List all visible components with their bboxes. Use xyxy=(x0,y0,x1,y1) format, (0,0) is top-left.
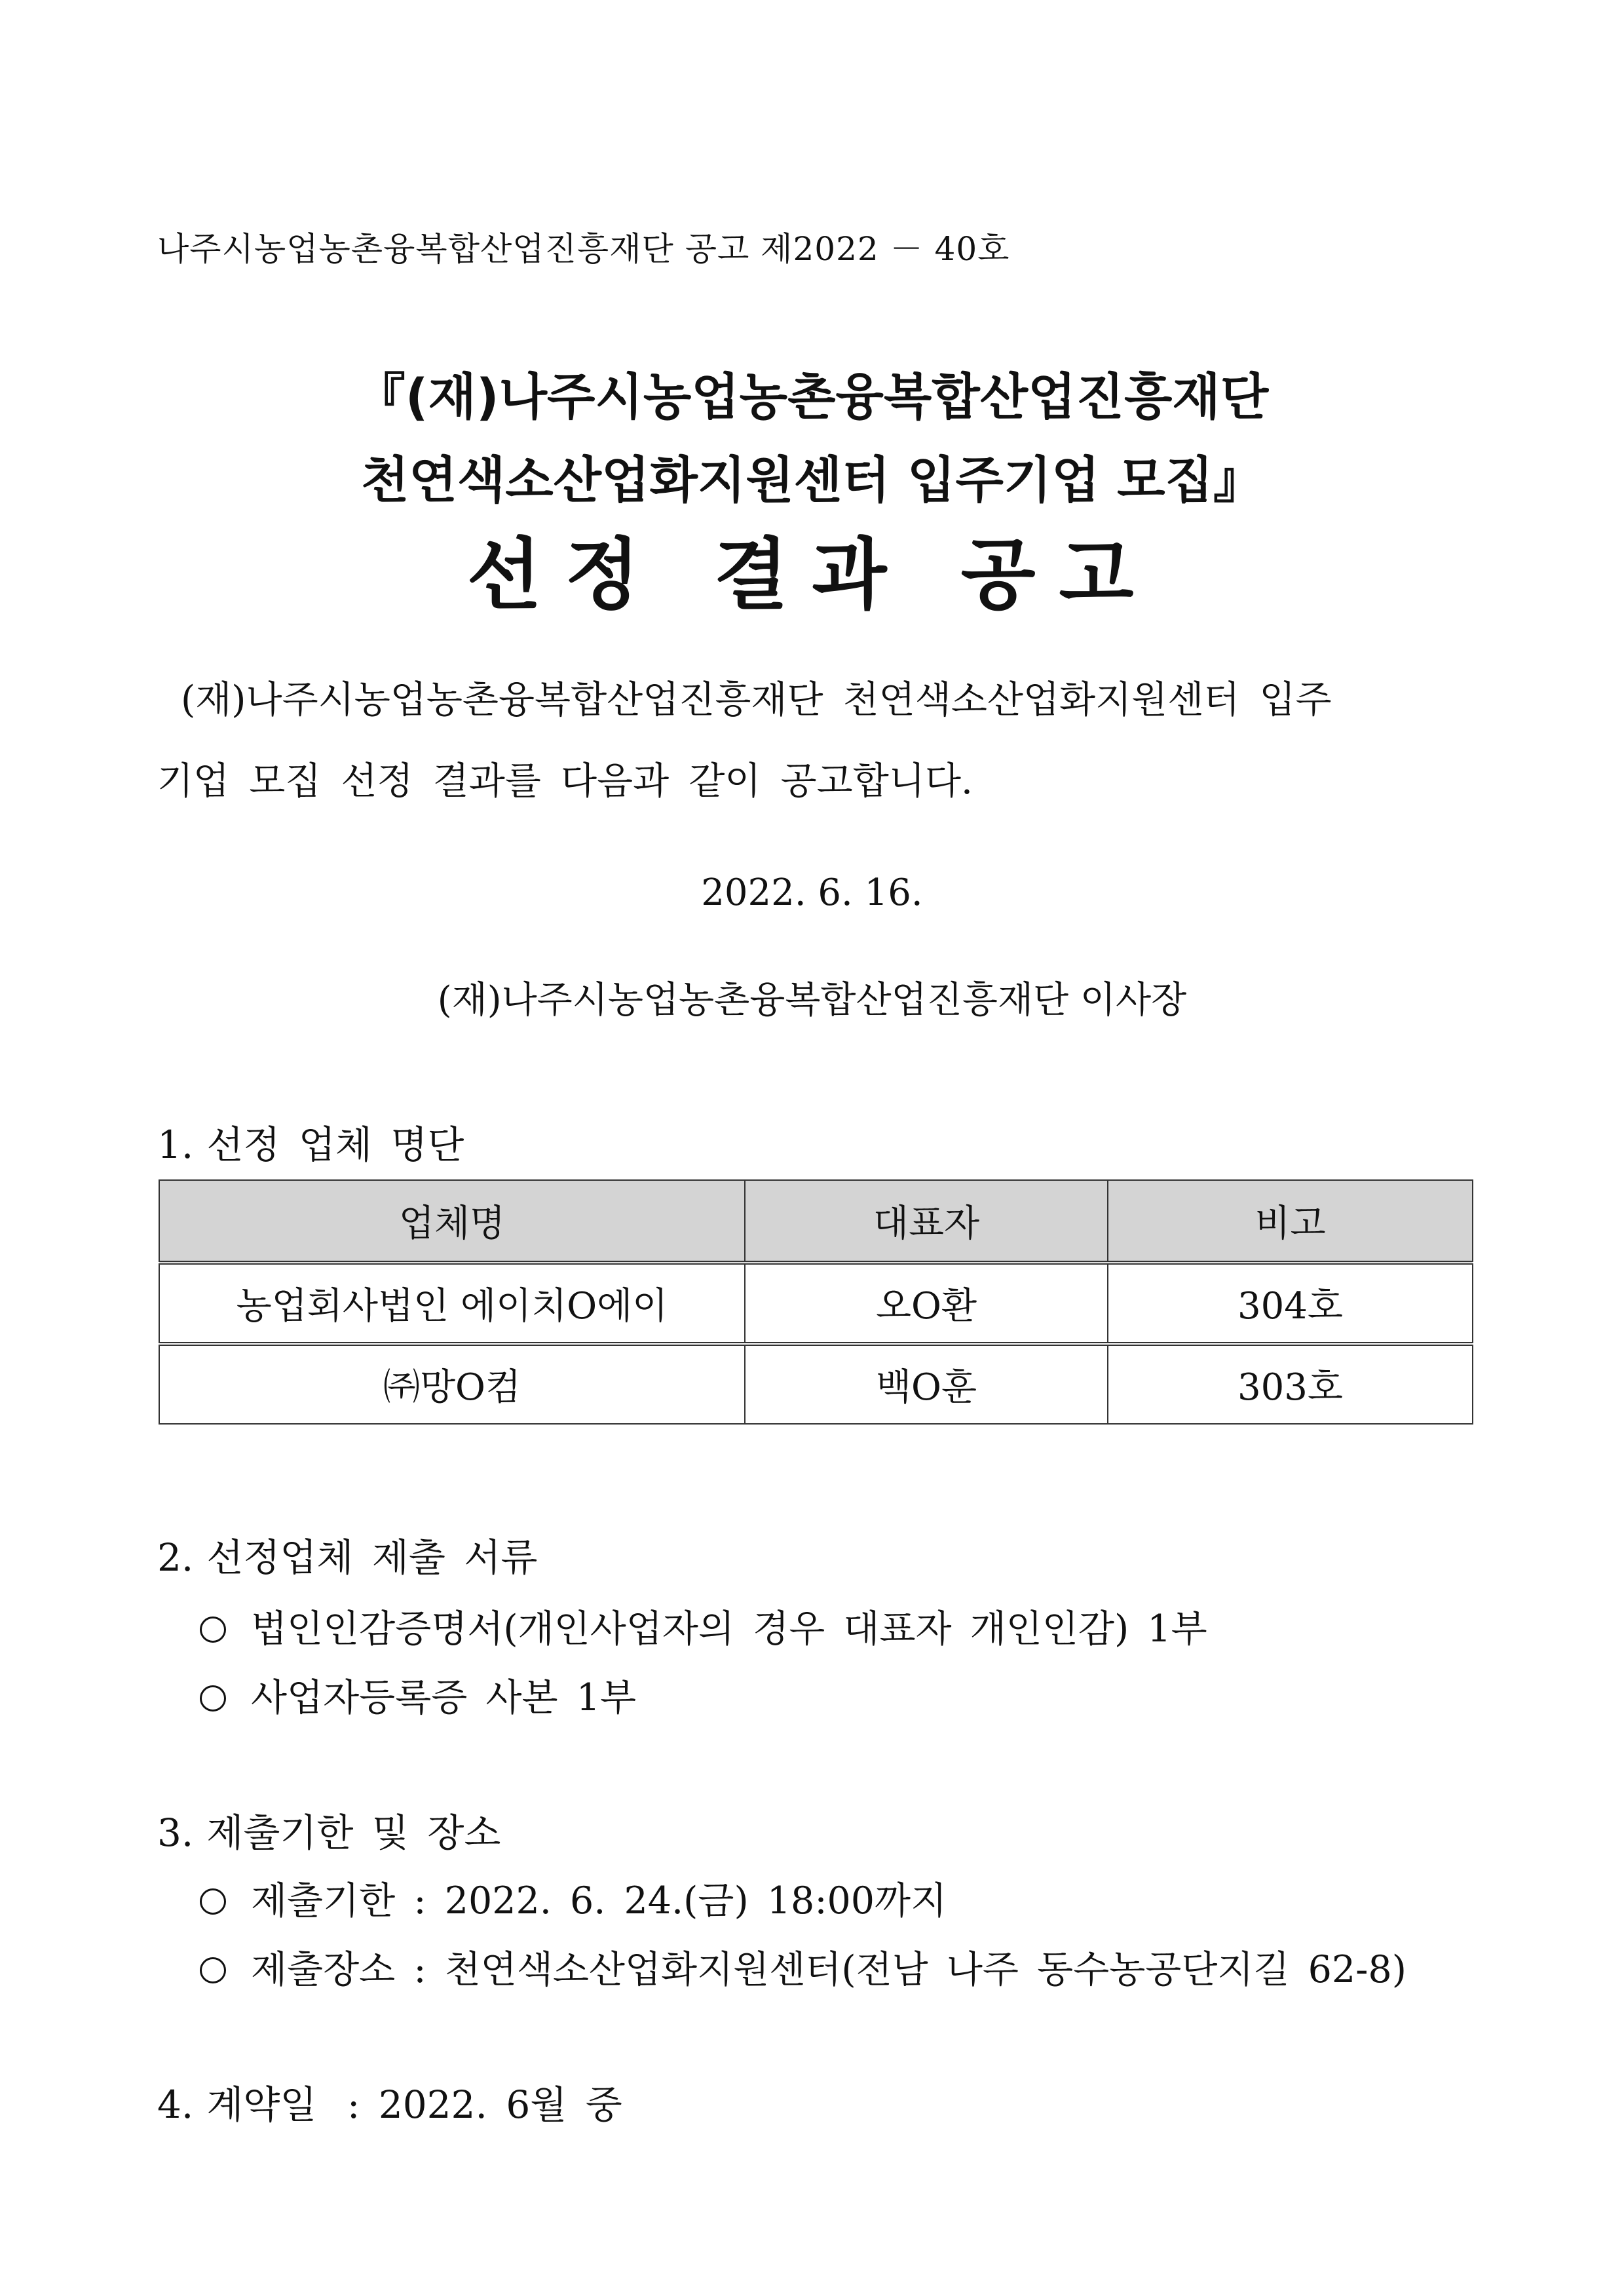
section-2-number: 2. xyxy=(157,1535,194,1580)
notice-date: 2022. 6. 16. xyxy=(701,871,923,914)
section-4-title: 계약일 xyxy=(206,2082,317,2127)
notice-number: 나주시농업농촌융복합산업진흥재단 공고 제2022 － 40호 xyxy=(157,230,1010,268)
section-3-item-1 xyxy=(200,1871,947,1924)
section-3-heading xyxy=(157,1802,500,1857)
intro-line-2: 기업 모집 선정 결과를 다음과 같이 공고합니다. xyxy=(157,759,973,803)
cell-representative: 오O환 xyxy=(745,1263,1108,1344)
header-note: 비고 xyxy=(1108,1180,1473,1263)
cell-note: 304호 xyxy=(1108,1263,1473,1344)
circle-bullet-icon xyxy=(200,1888,226,1915)
section-4-heading xyxy=(157,2074,622,2129)
circle-bullet-icon xyxy=(200,1617,226,1643)
section-2-title: 선정업체 제출 서류 xyxy=(206,1535,538,1580)
header-representative: 대표자 xyxy=(745,1180,1108,1263)
section-3-item-2-text: 제출장소 : 천연색소산업화지원센터(전남 나주 동수농공단지길 62-8) xyxy=(251,1948,1407,1991)
circle-bullet-icon xyxy=(200,1685,226,1712)
section-2-item-1-text: 법인인감증명서(개인사업자의 경우 대표자 개인인감) 1부 xyxy=(251,1607,1207,1651)
title-line-2: 천연색소산업화지원센터 입주기업 모집』 xyxy=(361,451,1263,509)
circle-bullet-icon xyxy=(200,1957,226,1983)
section-4-value: : 2022. 6월 중 xyxy=(347,2082,622,2127)
selected-company-table xyxy=(159,1179,1473,1425)
intro-line-1: (재)나주시농업농촌융복합산업진흥재단 천연색소산업화지원센터 입주 xyxy=(181,678,1332,721)
section-3-title: 제출기한 및 장소 xyxy=(206,1810,501,1855)
section-3-number: 3. xyxy=(157,1810,194,1855)
section-3-item-1-text: 제출기한 : 2022. 6. 24.(금) 18:00까지 xyxy=(251,1879,947,1923)
cell-company: 농업회사법인 에이치O에이 xyxy=(159,1263,745,1344)
section-3-item-2 xyxy=(200,1940,1407,1993)
section-2-item-2 xyxy=(200,1668,636,1721)
section-1-title: 선정 업체 명단 xyxy=(206,1122,464,1167)
table-header-row xyxy=(159,1180,1473,1263)
cell-company: ㈜망O컴 xyxy=(159,1344,745,1424)
cell-representative: 백O훈 xyxy=(745,1344,1108,1424)
header-company: 업체명 xyxy=(159,1180,745,1263)
section-4-number: 4. xyxy=(157,2082,194,2127)
section-2-heading xyxy=(157,1527,537,1582)
intro-paragraph xyxy=(157,659,1474,822)
section-2-item-2-text: 사업자등록증 사본 1부 xyxy=(251,1676,637,1719)
section-1-heading xyxy=(157,1114,464,1169)
cell-note: 303호 xyxy=(1108,1344,1473,1424)
title-line-1: 『(재)나주시농업농촌융복합산업진흥재단 xyxy=(355,368,1269,426)
title-line-3: 선정 결과 공고 xyxy=(466,529,1158,620)
issuer: (재)나주시농업농촌융복합산업진흥재단 이사장 xyxy=(437,979,1187,1022)
section-2-item-1 xyxy=(200,1599,1207,1653)
section-1-number: 1. xyxy=(157,1122,194,1167)
table-row xyxy=(159,1263,1473,1344)
table-row xyxy=(159,1344,1473,1424)
